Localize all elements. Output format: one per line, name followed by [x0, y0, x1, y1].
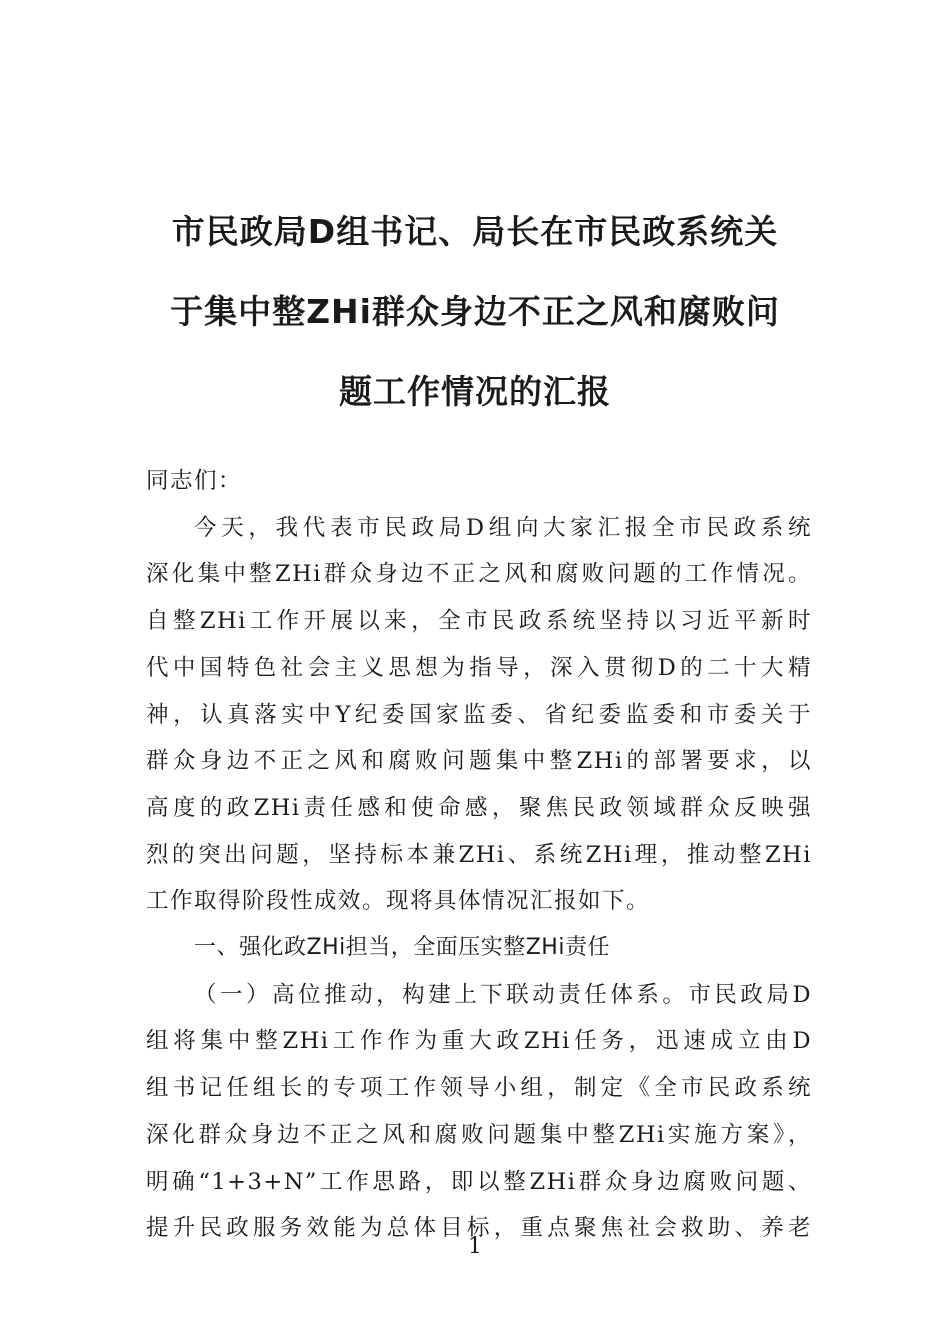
intro-line-4: 代中国特色社会主义思想为指导，深入贯彻D的二十大精: [146, 654, 812, 681]
subsection-line-3: 组书记任组长的专项工作领导小组，制定《全市民政系统: [146, 1075, 812, 1102]
intro-line-6: 群众身边不正之风和腐败问题集中整ZHi的部署要求，以: [146, 748, 812, 775]
document-body: [146, 458, 812, 1252]
intro-line-3: 自整ZHi工作开展以来，全市民政系统坚持以习近平新时: [146, 608, 812, 635]
intro-line-7: 高度的政ZHi责任感和使命感，聚焦民政领域群众反映强: [146, 794, 812, 821]
subsection-line-4: 深化群众身边不正之风和腐败问题集中整ZHi实施方案》，: [146, 1121, 812, 1148]
intro-line-5: 神，认真落实中Y纪委国家监委、省纪委监委和市委关于: [146, 701, 812, 728]
subsection-line-1: （一）高位推动，构建上下联动责任体系。市民政局D: [194, 981, 812, 1008]
intro-line-1: 今天，我代表市民政局D组向大家汇报全市民政系统: [194, 514, 812, 541]
document-title: [120, 192, 830, 432]
title-line-2: 于集中整ZHi群众身边不正之风和腐败问: [170, 292, 780, 331]
subsection-line-5: 明确“1+3+N”工作思路，即以整ZHi群众身边腐败问题、: [146, 1168, 812, 1195]
subsection-line-6: 提升民政服务效能为总体目标，重点聚焦社会救助、养老: [146, 1215, 812, 1242]
subsection-line-2: 组将集中整ZHi工作作为重大政ZHi任务，迅速成立由D: [146, 1028, 812, 1055]
page-number: 1: [468, 1234, 482, 1259]
intro-line-8: 烈的突出问题，坚持标本兼ZHi、系统ZHi理，推动整ZHi: [146, 841, 812, 868]
salutation: 同志们：: [146, 468, 243, 494]
title-line-3: 题工作情况的汇报: [339, 372, 611, 411]
intro-line-9: 工作取得阶段性成效。现将具体情况汇报如下。: [146, 888, 651, 915]
title-line-1: 市民政局D组书记、局长在市民政系统关: [171, 212, 779, 251]
section-heading: 一、强化政ZHi担当，全面压实整ZHi责任: [194, 935, 610, 961]
intro-line-2: 深化集中整ZHi群众身边不正之风和腐败问题的工作情况。: [146, 561, 812, 588]
